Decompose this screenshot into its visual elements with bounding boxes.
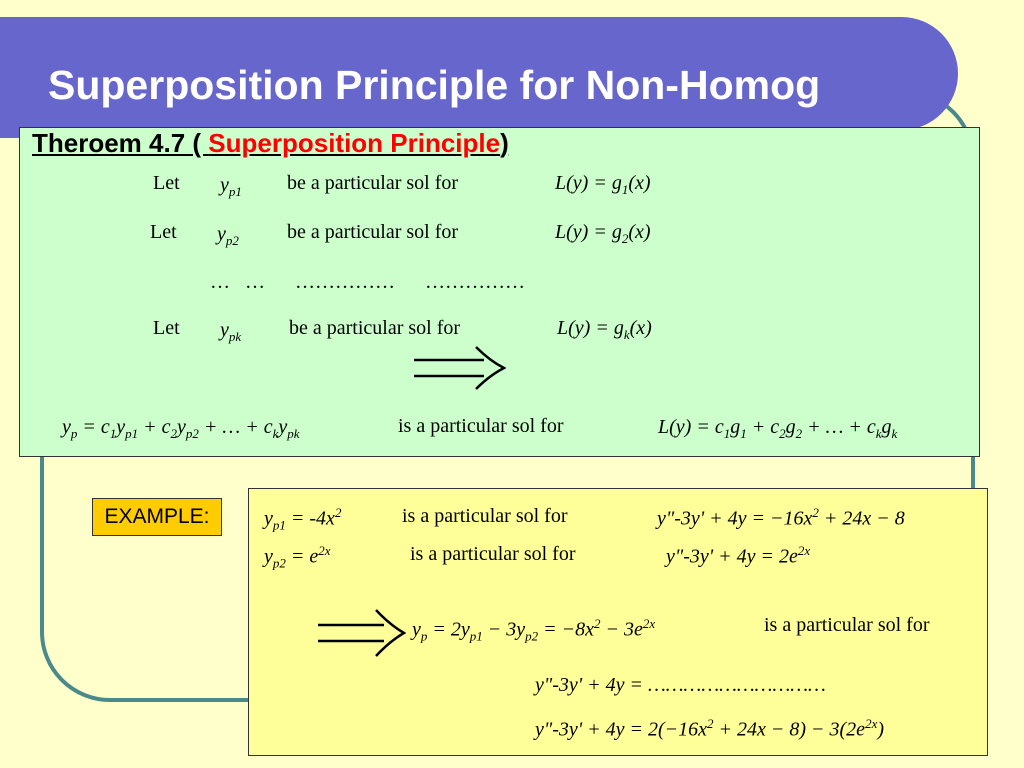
theorem-heading-suffix: ): [500, 128, 509, 158]
particular-text-k: be a particular sol for: [289, 317, 461, 339]
result-text: is a particular sol for: [398, 415, 564, 437]
L-eq-k: $L(y) = g_k(x)$: [557, 317, 652, 342]
title-bar-accent: [0, 128, 20, 138]
example-step2: y"-3y' + $4y = 2(-16x^2 + 24x - 8) - 3(2e^{2x})$: [535, 716, 885, 741]
example-label: EXAMPLE:: [92, 498, 222, 536]
combined-operator-eq: $L(y) = c_1g_1 + c_2g_2$ + … + $c_kg_k$: [658, 416, 898, 441]
example-step1: y"-3y' + 4y = …………………………: [535, 674, 826, 696]
example-yp2: $y_{p2} = e^{2x}$: [264, 543, 331, 571]
implies-arrow-icon: [414, 345, 506, 391]
superposition-sum: $y_p = c_1y_{p1} + c_2y_{p2}$ + … + $c_ky_{pk}$: [62, 416, 300, 441]
slide-title: Superposition Principle for Non-Homog: [48, 62, 821, 108]
theorem-heading-highlight: Superposition Principle: [208, 128, 501, 158]
example-ode-1: y"-3y' + $4y = -16x^2 + 24x - 8$: [657, 505, 905, 530]
example-yp1: $y_{p1} = -4x^2$: [264, 505, 342, 533]
yp2-symbol: $y_{p2}$: [217, 223, 239, 248]
example-text-3: is a particular sol for: [764, 614, 930, 636]
L-eq-1: $L(y) = g_1(x)$: [555, 172, 651, 197]
let-label-k: Let: [153, 317, 180, 339]
theorem-heading-prefix: Theroem 4.7 (: [32, 128, 209, 158]
example-text-2: is a particular sol for: [410, 543, 576, 565]
let-label-1: Let: [153, 172, 180, 194]
theorem-heading: [32, 128, 509, 159]
L-eq-2: $L(y) = g_2(x)$: [555, 221, 651, 246]
implies-arrow-icon-2: [318, 608, 406, 658]
example-ode-2: y"-3y' + $4y = 2e^{2x}$: [666, 543, 811, 568]
let-label-2: Let: [150, 221, 177, 243]
particular-text-1: be a particular sol for: [287, 172, 459, 194]
example-text-1: is a particular sol for: [402, 505, 568, 527]
ypk-symbol: $y_{pk}$: [220, 319, 242, 344]
particular-text-2: be a particular sol for: [287, 221, 459, 243]
example-combination: $y_p = 2y_{p1} - 3y_{p2} = -8x^2 - 3e^{2x}$: [412, 616, 656, 644]
yp1-symbol: $y_{p1}$: [220, 174, 242, 199]
ellipsis-row: … … …………… ……………: [210, 271, 525, 293]
